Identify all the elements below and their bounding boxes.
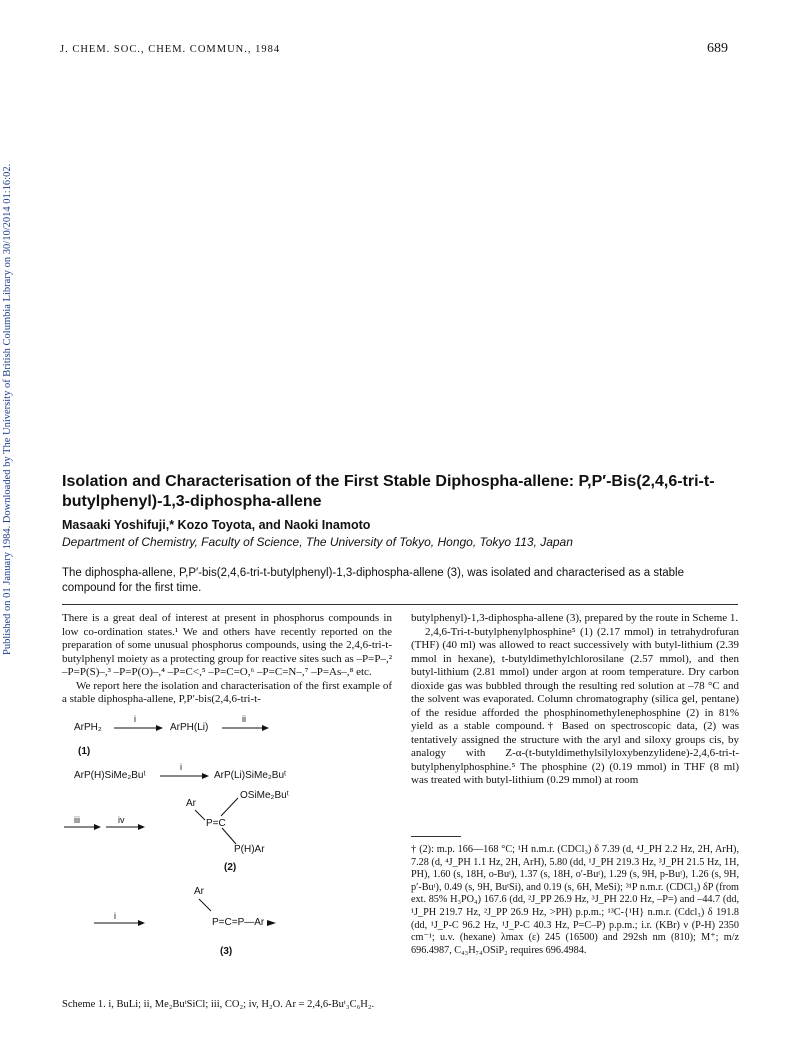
article-title: Isolation and Characterisation of the First Stable Diphospha-allene: P,P′-Bis(2,4,6-tri-t-butylphenyl)-1,3-diphospha-allene — [62, 473, 715, 510]
scheme-intermediate: ArPH(Li) — [170, 722, 209, 733]
scheme-step-label: iv — [118, 815, 125, 825]
right-column — [411, 612, 739, 788]
scheme-diphospha-allene: P=C=P—Ar — [212, 917, 265, 928]
compound-label-2: (2) — [224, 862, 237, 873]
left-column — [62, 612, 392, 707]
scheme-aryl: Ar — [186, 798, 196, 809]
scheme-step-label: ii — [242, 714, 246, 724]
scheme-step-label: i — [134, 714, 136, 724]
scheme-arrows — [62, 714, 397, 984]
scheme-aryl: Ar — [194, 886, 204, 897]
scheme-caption: Scheme 1. i, BuLi; ii, Me₂BuᵗSiCl; iii, CO₂; iv, H₂O. Ar = 2,4,6-Buᵗ₃C₆H₂. — [62, 999, 375, 1010]
affiliation: Department of Chemistry, Faculty of Science, The University of Tokyo, Hongo, Tokyo 113, Japan — [62, 535, 573, 549]
authors: Masaaki Yoshifuji,* Kozo Toyota, and Naoki Inamoto — [62, 518, 371, 532]
compound-label-1: (1) — [78, 746, 91, 757]
scheme-step-label: i — [180, 762, 182, 772]
scheme-compound-1: ArPH₂ — [74, 722, 102, 733]
abstract: The diphospha-allene, P,P′-bis(2,4,6-tri-t-butylphenyl)-1,3-diphospha-allene (3), was isolated and characterised as a stable compound for the first time. — [62, 567, 685, 594]
section-divider — [62, 604, 738, 605]
running-head: J. CHEM. SOC., CHEM. COMMUN., 1984 — [60, 44, 281, 55]
title-block — [62, 472, 742, 549]
body-paragraph: 2,4,6-Tri-t-butylphenylphosphine⁵ (1) (2.17 mmol) in tetrahydrofuran (THF) (40 ml) was allowed to react successively with butyl-lithium (2.39 mmol in hexane), t-butyldimethylchlorosilane (2.57 mmol), and then butyl-lithium (2.81 mmol) under argon at room temperature. Dry carbon dioxide gas was bubbled through the resulting red solution at –78 °C and the solvent was evaporated. Column chromatography (silica gel, pentane) of the residue afforded the phosphinomethylenephosphine (2) in 81% yield as a stable compound.† Based on spectroscopic data, (2) was tentatively assigned the structure with the aryl and siloxy groups cis, by analogy with Z-α-(t-butyldimethylsilyloxybenzylidene)-2,4,6-tri-t-butylphenylphosphine.⁵ The phosphine (2) (0.19 mmol) in THF (8 ml) was treated with butyl-lithium (0.29 mmol) at room — [411, 625, 739, 786]
footnote: † (2): m.p. 166—168 °C; ¹H n.m.r. (CDCl₃) δ 7.39 (d, ⁴J_PH 2.2 Hz, 2H, ArH), 7.28 (d, ⁴J_PH 1.1 Hz, 2H, ArH), 5.80 (dd, ¹J_PH 219.3 Hz, ³J_PH 21.5 Hz, 1H, PH), 1.60 (s, 18H, o-Buᵗ), 1.37 (s, 18H, o′-Buᵗ), 1.29 (s, 9H, p-Buᵗ), 1.26 (s, 9H, p′-Buᵗ), 0.49 (s, 9H, BuᵗSi), and 0.19 (s, 6H, MeSi); ³¹P n.m.r. (CDCl₃) δP (from ext. 85% H₃PO₄) 167.6 (dd, ²J_PP 26.9 Hz, ³J_PH 22.0 Hz, –P=) and –44.7 (dd, ¹J_PH 219.7 Hz, ²J_PP 26.9 Hz, >PH) p.p.m.; ¹³C-{¹H} n.m.r. (Cdcl₃) δ 191.8 (dd, ¹J_P-C 96.2 Hz, ¹J_P-C 40.3 Hz, P=C–P) p.p.m.; i.r. (KBr) ν (P-H) 2350 cm⁻¹; u.v. (hexane) λmax (ε) 245 (16500) and 292sh nm (810); M⁺; m/z 696.4987, C₄₃H₇₄OSiP₂ requires 696.4984. — [411, 844, 739, 956]
body-paragraph: butylphenyl)-1,3-diphospha-allene (3), prepared by the route in Scheme 1. — [411, 612, 739, 624]
scheme-pc-bond: P=C — [206, 818, 226, 829]
footnote-divider — [411, 836, 461, 837]
scheme-step-label: i — [114, 911, 116, 921]
scheme-lithio-silyl: ArP(Li)SiMe₂Buᵗ — [214, 770, 287, 781]
scheme-step-label: iii — [74, 815, 80, 825]
scheme-phosphino: P(H)Ar — [234, 844, 265, 855]
body-paragraph: There is a great deal of interest at present in phosphorus compounds in low co-ordination states.¹ We and others have recently reported on the preparation of some unusual phosphorus compounds, using the 2,4,6-tri-t-butylphenyl moiety as a protecting group for reactive sites such as –P=P–,² –P=P(S)–,³ –P=P(O)–,⁴ –P=C<,⁵ –P=C=O,⁶ –P=C=N–,⁷ –P=As–,⁸ etc. — [62, 612, 392, 678]
page-number: 689 — [707, 41, 728, 56]
body-paragraph: We report here the isolation and characterisation of the first example of a stable diphospha-allene, P,P′-bis(2,4,6-tri-t- — [62, 679, 392, 705]
scheme-siloxy: OSiMe₂Buᵗ — [240, 790, 289, 801]
download-stamp: Published on 01 January 1984. Downloaded by The University of British Columbia Library on 30/10/2014 01:16:02. — [2, 163, 13, 655]
compound-label-3: (3) — [220, 946, 233, 957]
reaction-scheme — [62, 714, 397, 984]
scheme-silyl-phosphine: ArP(H)SiMe₂Buᵗ — [74, 770, 146, 781]
